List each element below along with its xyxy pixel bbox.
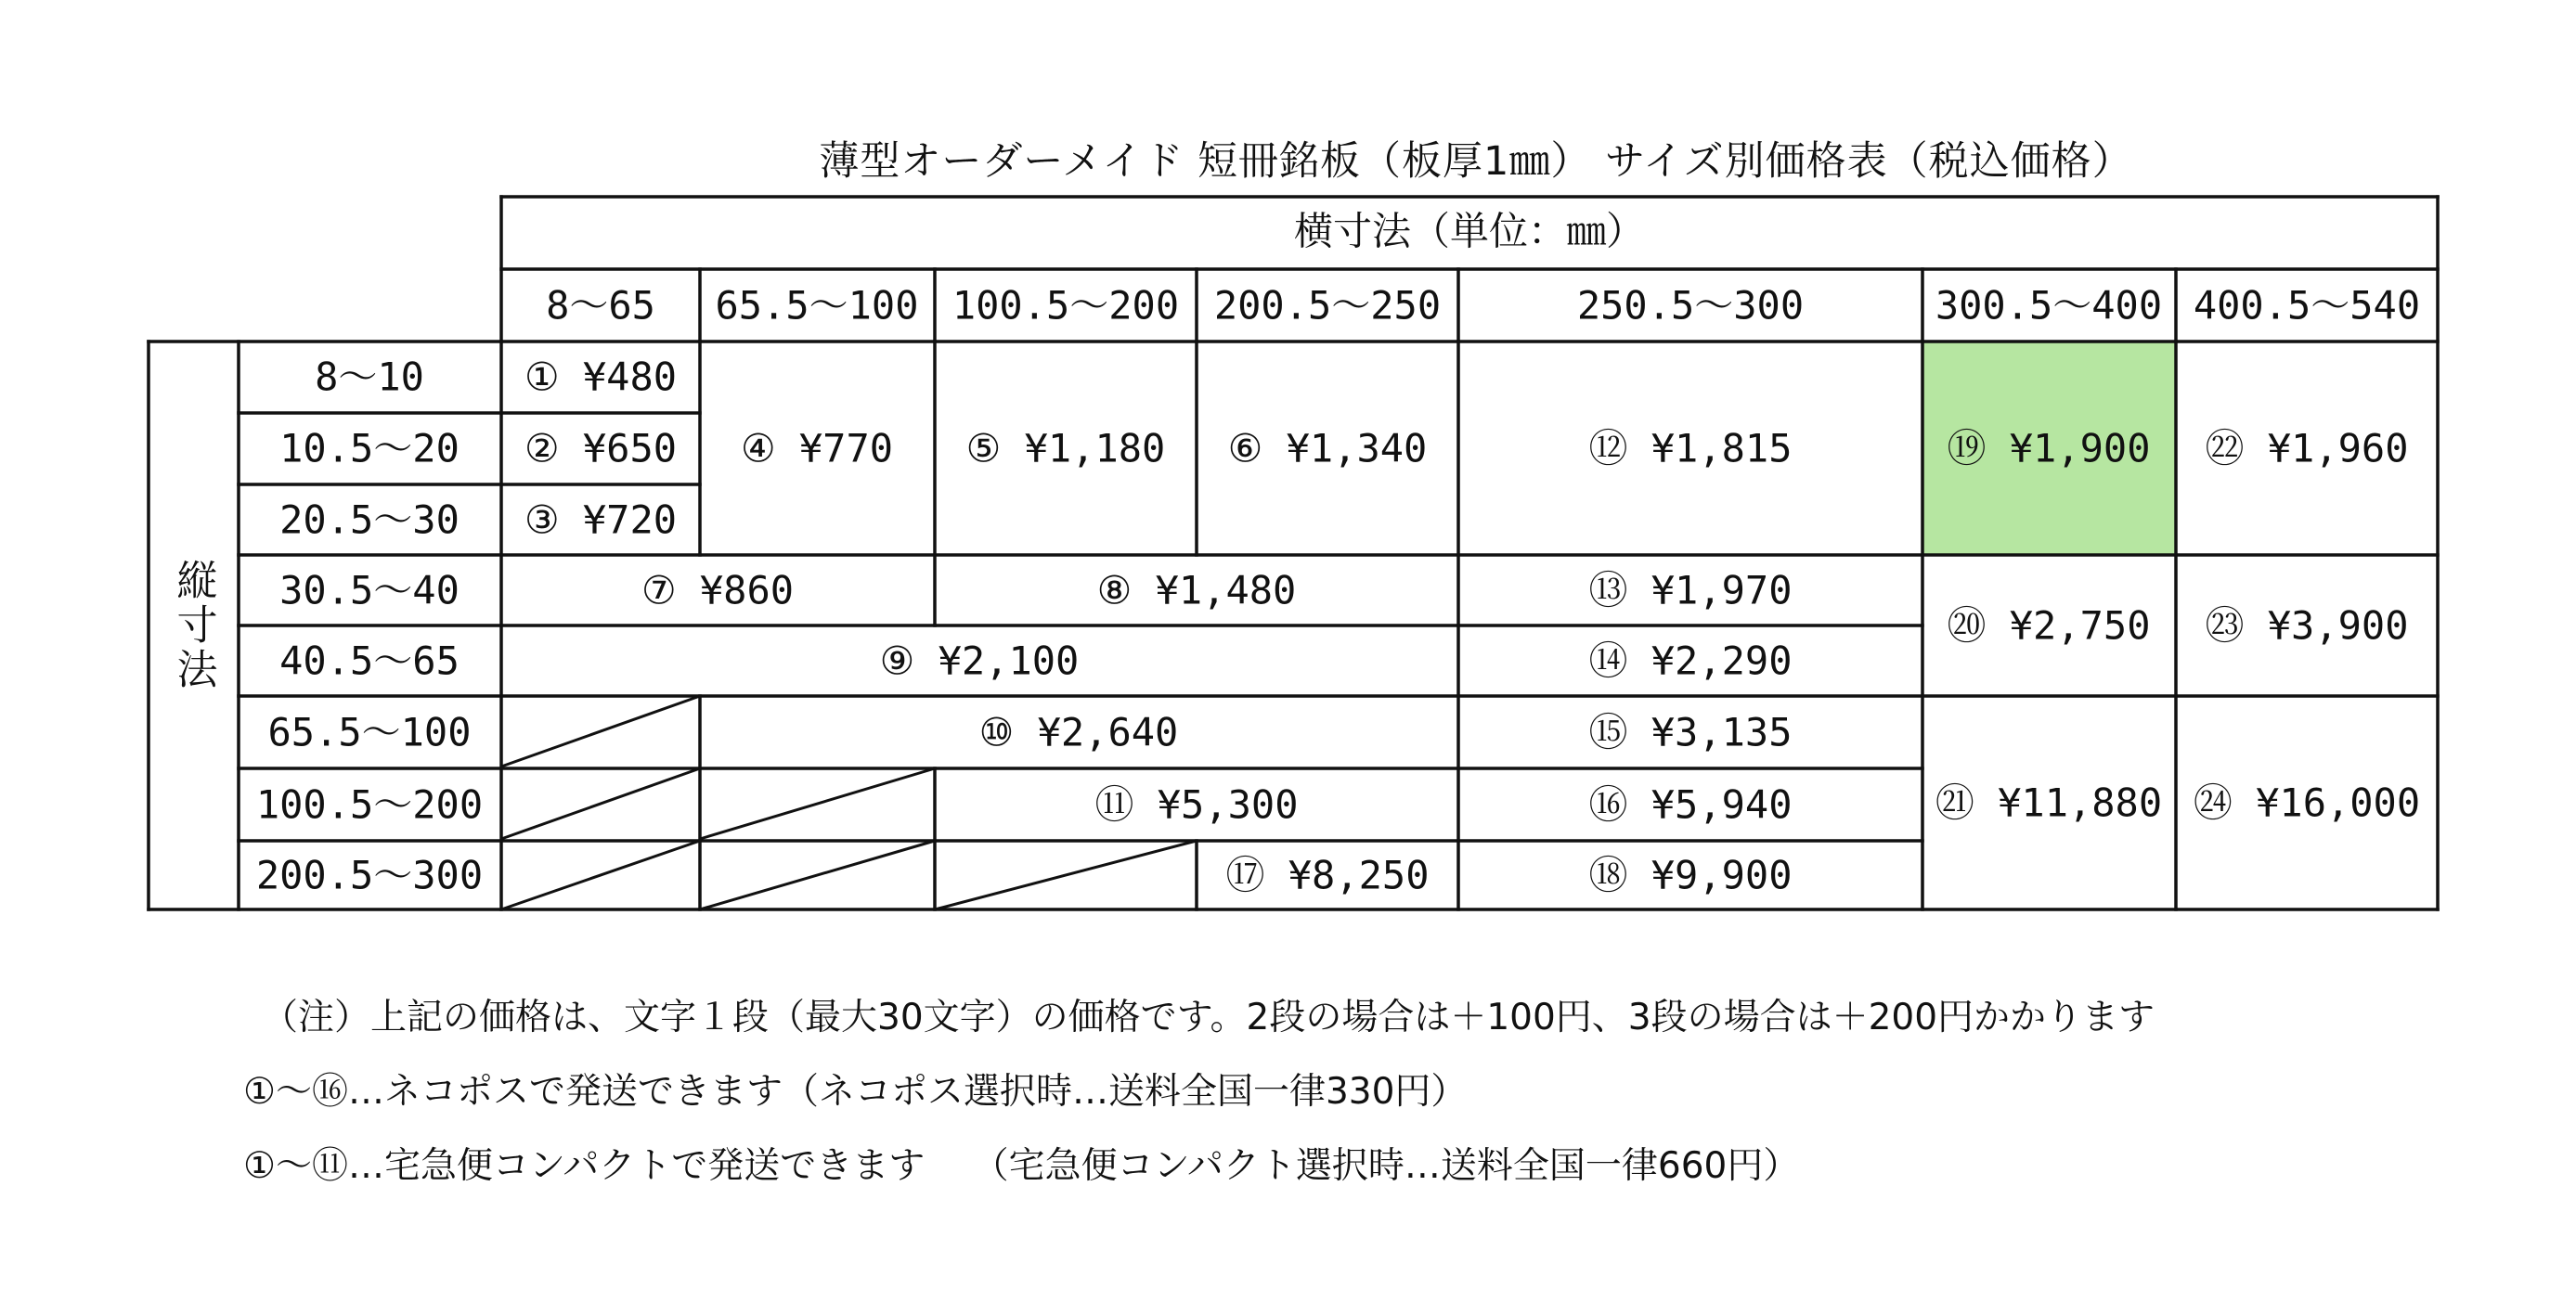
col-header: 200.5～250	[1213, 282, 1442, 329]
price-cell: ⑦ ¥860	[641, 567, 795, 613]
price-cell: ⑬ ¥1,970	[1588, 567, 1793, 613]
price-cell: ⑤ ¥1,180	[965, 425, 1166, 471]
price-cell: ⑩ ¥2,640	[978, 709, 1179, 755]
price-cell: ㉒ ¥1,960	[2205, 425, 2409, 471]
price-cell: ⑨ ¥2,100	[879, 638, 1080, 684]
col-header: 250.5～300	[1576, 282, 1805, 329]
col-header: 8～65	[546, 282, 655, 329]
price-cell: ⑮ ¥3,135	[1588, 709, 1793, 755]
col-header: 100.5～200	[951, 282, 1180, 329]
price-cell: ㉔ ¥16,000	[2193, 780, 2421, 826]
price-cell: ⑥ ¥1,340	[1227, 425, 1428, 471]
row-header: 200.5～300	[255, 852, 484, 898]
row-header: 40.5～65	[279, 638, 460, 684]
col-header: 300.5～400	[1935, 282, 2163, 329]
note-text: ①～⑯…ネコポスで発送できます（ネコポス選択時…送料全国一律330円）	[243, 1071, 1468, 1113]
row-header-title: 縦寸法	[169, 559, 217, 692]
unavailable-slash	[700, 768, 935, 839]
note-text: （注）上記の価格は、文字１段（最大30文字）の価格です。2段の場合は＋100円、3段の場合は＋200円かかります	[262, 997, 2155, 1038]
row-header: 8～10	[315, 354, 424, 400]
price-cell: ⑫ ¥1,815	[1588, 425, 1793, 471]
page-title: 薄型オーダーメイド 短冊銘板（板厚1㎜） サイズ別価格表（税込価格）	[819, 138, 2133, 185]
row-header: 10.5～20	[279, 425, 460, 471]
col-header-title: 横寸法（単位：㎜）	[1293, 208, 1646, 254]
price-cell: ⑪ ¥5,300	[1094, 781, 1299, 828]
price-cell: ㉑ ¥11,880	[1935, 780, 2163, 826]
row-header: 65.5～100	[267, 709, 472, 755]
unavailable-slash	[501, 841, 700, 909]
unavailable-slash	[935, 841, 1197, 909]
price-cell: ⑱ ¥9,900	[1588, 852, 1793, 898]
price-cell: ⑯ ¥5,940	[1588, 781, 1793, 828]
unavailable-slash	[700, 841, 935, 909]
price-cell: ⑲ ¥1,900	[1947, 425, 2151, 471]
unavailable-slash	[501, 768, 700, 839]
price-cell: ⑧ ¥1,480	[1096, 567, 1297, 613]
unavailable-slash	[501, 696, 700, 767]
col-header: 400.5～540	[2193, 282, 2421, 329]
note-text: ①～⑪…宅急便コンパクトで発送できます （宅急便コンパクト選択時…送料全国一律660円）	[243, 1145, 1800, 1187]
col-header: 65.5～100	[715, 282, 919, 329]
price-cell: ③ ¥720	[524, 496, 678, 543]
price-cell: ⑳ ¥2,750	[1947, 602, 2151, 649]
price-cell: ④ ¥770	[740, 425, 894, 471]
price-cell: ① ¥480	[524, 354, 678, 400]
price-cell: ⑰ ¥8,250	[1225, 852, 1430, 898]
price-cell: ⑭ ¥2,290	[1588, 638, 1793, 684]
price-cell: ㉓ ¥3,900	[2205, 602, 2409, 649]
row-header: 30.5～40	[279, 567, 460, 613]
row-header: 20.5～30	[279, 496, 460, 543]
row-header: 100.5～200	[255, 781, 484, 828]
price-cell: ② ¥650	[524, 425, 678, 471]
